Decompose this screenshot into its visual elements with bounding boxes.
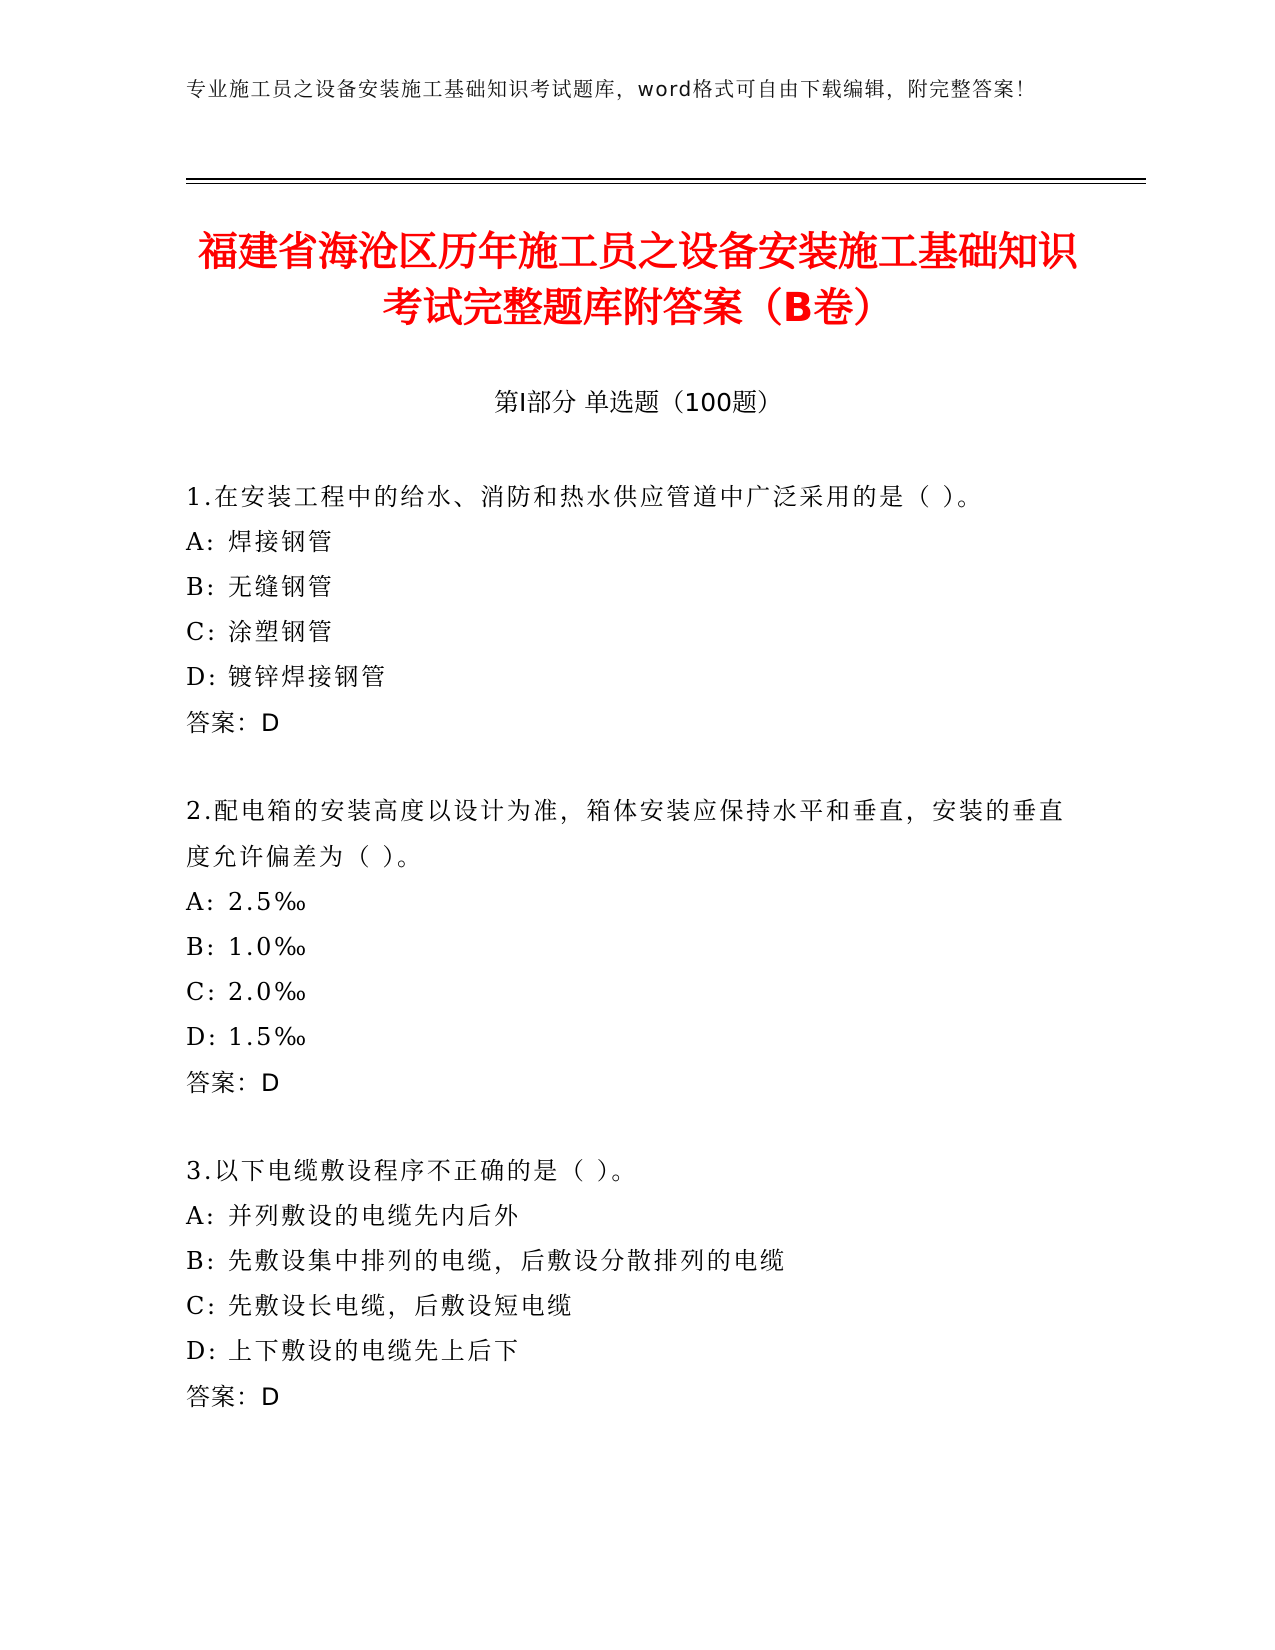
option-key: C: xyxy=(186,618,218,646)
answer: 答案：D xyxy=(186,709,281,737)
header-note: 专业施工员之设备安装施工基础知识考试题库，word格式可自由下载编辑，附完整答案！ xyxy=(186,77,1037,101)
option-text: 1.5‰ xyxy=(228,1023,309,1051)
option-key: A: xyxy=(186,528,217,556)
option-key: A: xyxy=(186,888,217,916)
option-d xyxy=(186,1329,1066,1374)
option-key: B: xyxy=(186,933,217,961)
option-a xyxy=(186,880,1066,925)
question-text: 1.在安装工程中的给水、消防和热水供应管道中广泛采用的是（ ）。 xyxy=(186,483,984,511)
option-key: B: xyxy=(186,573,217,601)
option-a xyxy=(186,520,1066,565)
question-3 xyxy=(186,1148,1066,1420)
option-b xyxy=(186,1239,1066,1284)
answer: 答案：D xyxy=(186,1069,281,1097)
question-2 xyxy=(186,788,1066,1106)
option-c xyxy=(186,610,1066,655)
option-text: 1.0‰ xyxy=(228,933,309,961)
option-d xyxy=(186,655,1066,700)
option-key: C: xyxy=(186,978,218,1006)
option-text: 焊接钢管 xyxy=(228,528,335,556)
option-text: 上下敷设的电缆先上后下 xyxy=(228,1337,521,1365)
option-key: D: xyxy=(186,1023,219,1051)
option-text: 无缝钢管 xyxy=(228,573,335,601)
option-b xyxy=(186,925,1066,970)
option-text: 先敷设集中排列的电缆，后敷设分散排列的电缆 xyxy=(228,1247,787,1275)
option-key: B: xyxy=(186,1247,217,1275)
option-text: 涂塑钢管 xyxy=(228,618,335,646)
question-1 xyxy=(186,474,1066,746)
header-divider-thin xyxy=(186,183,1146,184)
option-text: 2.5‰ xyxy=(228,888,309,916)
option-key: A: xyxy=(186,1202,217,1230)
option-text: 镀锌焊接钢管 xyxy=(228,663,388,691)
option-d xyxy=(186,1015,1066,1060)
question-text: 2.配电箱的安装高度以设计为准，箱体安装应保持水平和垂直，安装的垂直度允许偏差为（ ）。 xyxy=(186,797,1066,871)
option-c xyxy=(186,1284,1066,1329)
option-text: 并列敷设的电缆先内后外 xyxy=(228,1202,521,1230)
option-b xyxy=(186,565,1066,610)
answer: 答案：D xyxy=(186,1383,281,1411)
option-text: 2.0‰ xyxy=(228,978,309,1006)
document-title: 福建省海沧区历年施工员之设备安装施工基础知识考试完整题库附答案（B卷） xyxy=(198,229,1078,331)
option-key: D: xyxy=(186,663,219,691)
section-heading: 第Ⅰ部分 单选题（100题） xyxy=(493,388,783,417)
header-divider-thick xyxy=(186,178,1146,180)
option-a xyxy=(186,1194,1066,1239)
option-c xyxy=(186,970,1066,1015)
question-list xyxy=(186,474,1066,1462)
option-key: D: xyxy=(186,1337,219,1365)
option-text: 先敷设长电缆，后敷设短电缆 xyxy=(228,1292,574,1320)
option-key: C: xyxy=(186,1292,218,1320)
question-text: 3.以下电缆敷设程序不正确的是（ ）。 xyxy=(186,1157,638,1185)
